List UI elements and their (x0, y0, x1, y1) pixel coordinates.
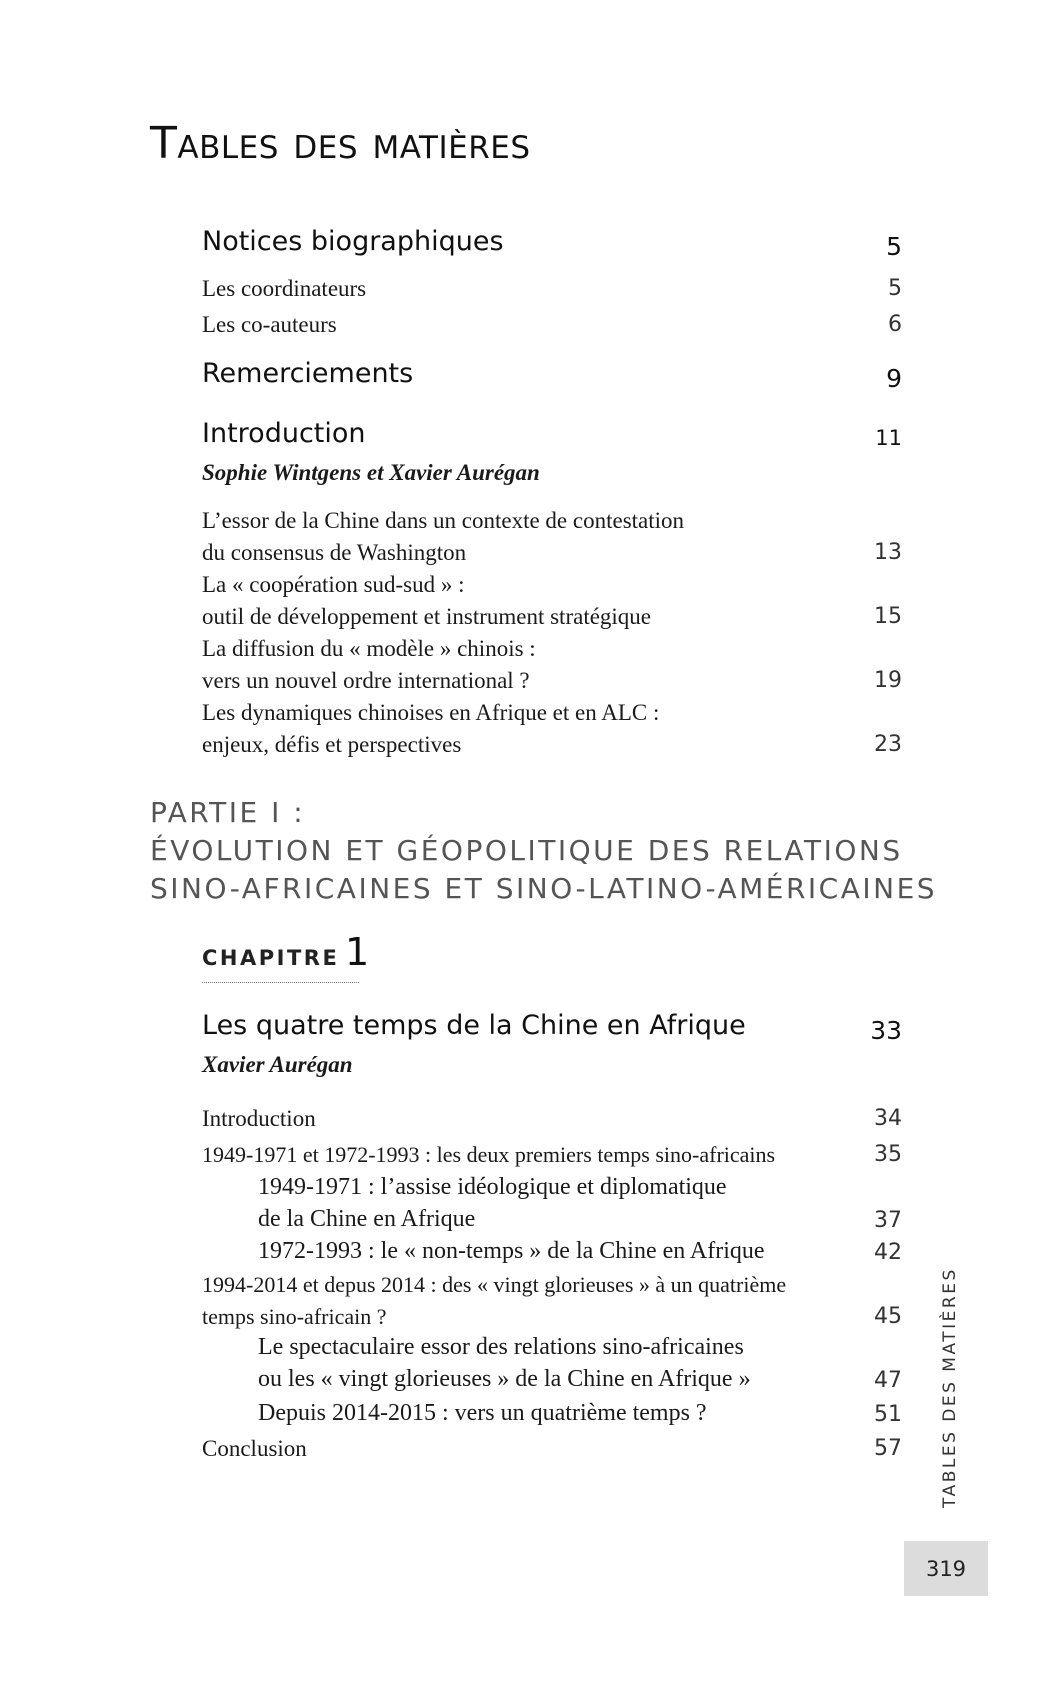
toc-page: 19 (874, 668, 902, 693)
toc-page: 6 (888, 312, 902, 337)
toc-entry[interactable] (202, 1334, 902, 1398)
toc-page: 33 (870, 1016, 902, 1045)
toc-label: du consensus de Washington (202, 540, 467, 565)
toc-entry[interactable] (202, 1142, 902, 1172)
toc-page: 35 (874, 1142, 902, 1167)
page-number: 319 (904, 1541, 988, 1596)
toc-page: 13 (874, 540, 902, 565)
page-title: Tables des matières (150, 118, 531, 169)
toc-heading: Notices biographiques (202, 226, 504, 257)
toc-page: 45 (874, 1304, 902, 1329)
toc-label: 1972-1993 : le « non-temps » de la Chine en Afrique (258, 1238, 765, 1264)
toc-author (202, 1052, 902, 1082)
toc-label: Depuis 2014-2015 : vers un quatrième temps ? (258, 1400, 707, 1426)
toc-page: 5 (886, 232, 902, 261)
toc-entry[interactable] (202, 1400, 902, 1432)
toc-label: La diffusion du « modèle » chinois : (202, 636, 536, 661)
toc-entry[interactable] (202, 636, 902, 698)
toc-entry-chapter-1[interactable] (202, 1010, 902, 1044)
part-title-line: SINO-AFRICAINES ET SINO-LATINO-AMÉRICAINES (150, 872, 938, 905)
toc-label: Les co-auteurs (202, 312, 337, 337)
chapter-divider (202, 982, 359, 983)
toc-entry[interactable] (202, 312, 902, 342)
toc-label: vers un nouvel ordre international ? (202, 668, 530, 693)
toc-label: 1949-1971 : l’assise idéologique et diplomatique (258, 1174, 727, 1200)
running-header-text: TABLES DES MATIÈRES (940, 1267, 960, 1508)
toc-label: La « coopération sud-sud » : (202, 572, 465, 597)
toc-heading: Les quatre temps de la Chine en Afrique (202, 1010, 746, 1041)
toc-label: L’essor de la Chine dans un contexte de contestation (202, 508, 685, 533)
toc-label: de la Chine en Afrique (258, 1206, 476, 1232)
toc-entry[interactable] (202, 276, 902, 306)
toc-entry[interactable] (202, 1238, 902, 1270)
toc-label: Les coordinateurs (202, 276, 367, 301)
toc-page: 34 (874, 1106, 902, 1131)
toc-label: enjeux, défis et perspectives (202, 732, 462, 757)
toc-page: 9 (886, 364, 902, 393)
toc-page: 51 (874, 1402, 902, 1427)
author-name: Sophie Wintgens et Xavier Aurégan (202, 460, 540, 485)
toc-page: 42 (874, 1240, 902, 1265)
toc-entry-introduction[interactable] (202, 418, 902, 452)
part-title-line: ÉVOLUTION ET GÉOPOLITIQUE DES RELATIONS (150, 834, 903, 867)
toc-page: 11 (875, 426, 902, 450)
toc-entry-notices[interactable] (202, 226, 902, 260)
toc-page: 23 (874, 732, 902, 757)
toc-page: 57 (874, 1436, 902, 1461)
toc-entry[interactable] (202, 1436, 902, 1468)
toc-page: 37 (874, 1208, 902, 1233)
toc-entry[interactable] (202, 700, 902, 762)
toc-entry-remerciements[interactable] (202, 358, 902, 392)
toc-label: temps sino-africain ? (202, 1304, 387, 1329)
toc-label: Les dynamiques chinoises en Afrique et en ALC : (202, 700, 660, 725)
toc-page: 15 (874, 604, 902, 629)
toc-label: 1949-1971 et 1972-1993 : les deux premiers temps sino-africains (202, 1142, 776, 1167)
toc-heading: Introduction (202, 418, 366, 449)
toc-page: 47 (874, 1368, 902, 1393)
toc-label: Introduction (202, 1106, 316, 1131)
toc-entry[interactable] (202, 1106, 902, 1136)
toc-label: ou les « vingt glorieuses » de la Chine en Afrique » (258, 1366, 751, 1392)
part-label: PARTIE I : (150, 796, 306, 829)
toc-label: Conclusion (202, 1436, 307, 1461)
toc-author (202, 460, 902, 490)
toc-label: Le spectaculaire essor des relations sino-africaines (258, 1334, 744, 1360)
toc-label: outil de développement et instrument stratégique (202, 604, 652, 629)
toc-entry[interactable] (202, 508, 902, 570)
chapter-label: CHAPITRE (202, 946, 340, 970)
toc-heading: Remerciements (202, 358, 414, 389)
chapter-number: 1 (345, 930, 370, 974)
toc-entry[interactable] (202, 572, 902, 634)
author-name: Xavier Aurégan (202, 1052, 353, 1077)
toc-page: 5 (888, 276, 902, 301)
toc-entry[interactable] (202, 1272, 902, 1336)
toc-label: 1994-2014 et depus 2014 : des « vingt glorieuses » à un quatrième (202, 1272, 787, 1297)
toc-entry[interactable] (202, 1174, 902, 1238)
